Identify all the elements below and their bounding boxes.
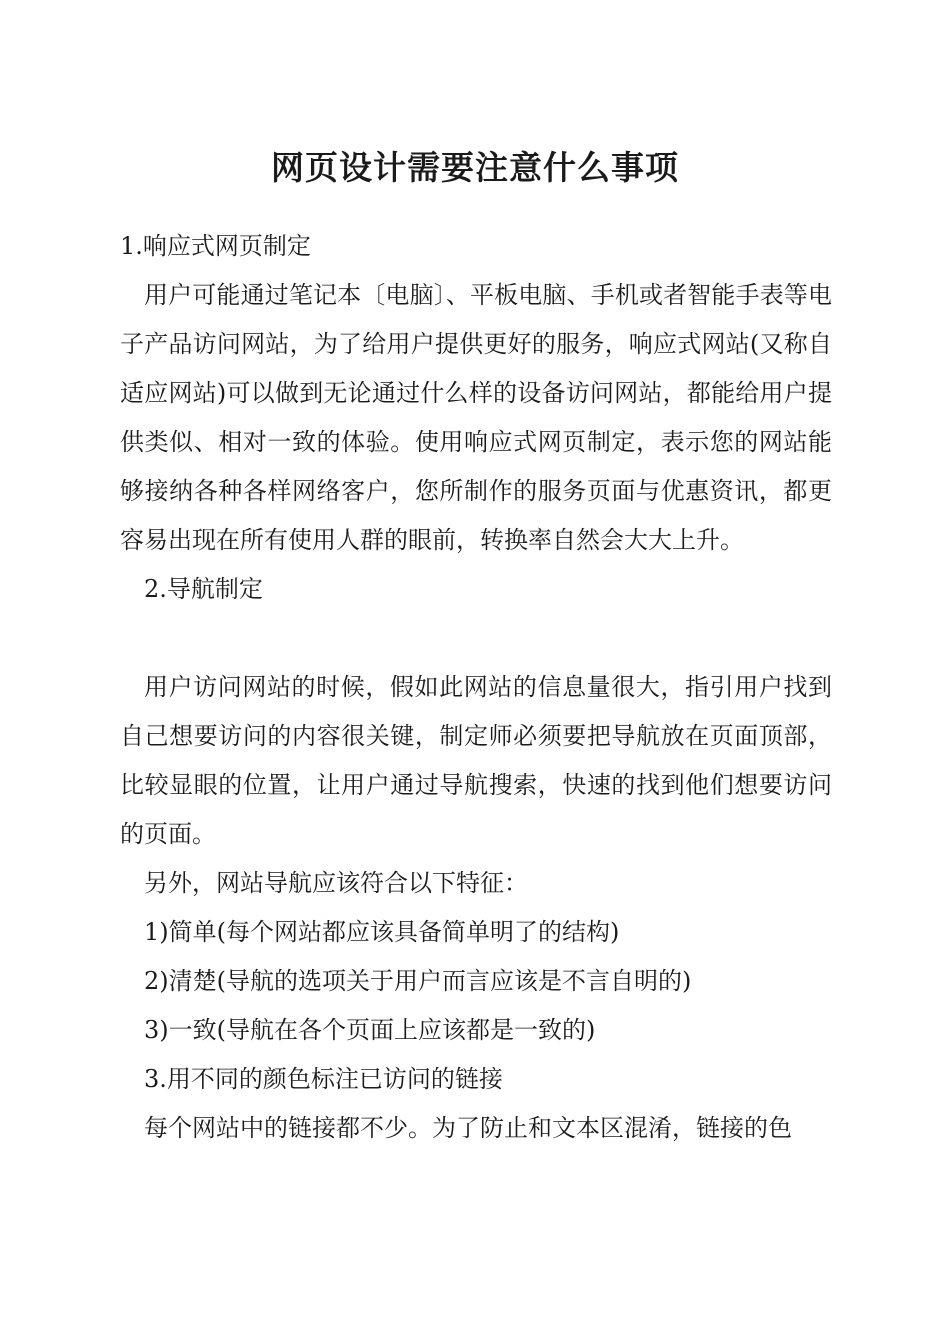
paragraph-responsive: 用户可能通过笔记本〔电脑〕、平板电脑、手机或者智能手表等电子产品访问网站，为了给用户提供更好的服务，响应式网站(又称自适应网站)可以做到无论通过什么样的设备访问网站，都能给用户提供类似、相对一致的体验。使用响应式网页制定，表示您的网站能够接纳各种各样网络客户，您所制作的服务页面与优惠资讯，都更容易出现在所有使用人群的眼前，转换率自然会大大上升。 xyxy=(120,281,832,554)
list-item-consistent: 3)一致(导航在各个页面上应该都是一致的) xyxy=(144,1016,596,1044)
paragraph-navigation: 用户访问网站的时候，假如此网站的信息量很大，指引用户找到自己想要访问的内容很关键，制定师必须要把导航放在页面顶部，比较显眼的位置，让用户通过导航搜索，快速的找到他们想要访问的页面。 xyxy=(120,673,832,848)
list-item-clear: 2)清楚(导航的选项关于用户而言应该是不言自明的) xyxy=(144,967,692,995)
page-title: 网页设计需要注意什么事项 xyxy=(271,148,679,187)
paragraph-links: 每个网站中的链接都不少。为了防止和文本区混淆，链接的色 xyxy=(144,1114,792,1142)
document-body xyxy=(120,222,832,1153)
section-heading-2: 2.导航制定 xyxy=(144,575,263,603)
list-item-simple: 1)简单(每个网站都应该具备简单明了的结构) xyxy=(144,918,620,946)
paragraph-nav-features-intro: 另外，网站导航应该符合以下特征： xyxy=(144,869,528,897)
section-heading-3: 3.用不同的颜色标注已访问的链接 xyxy=(144,1065,503,1093)
blank-line xyxy=(120,614,832,663)
section-heading-1: 1.响应式网页制定 xyxy=(120,232,311,260)
